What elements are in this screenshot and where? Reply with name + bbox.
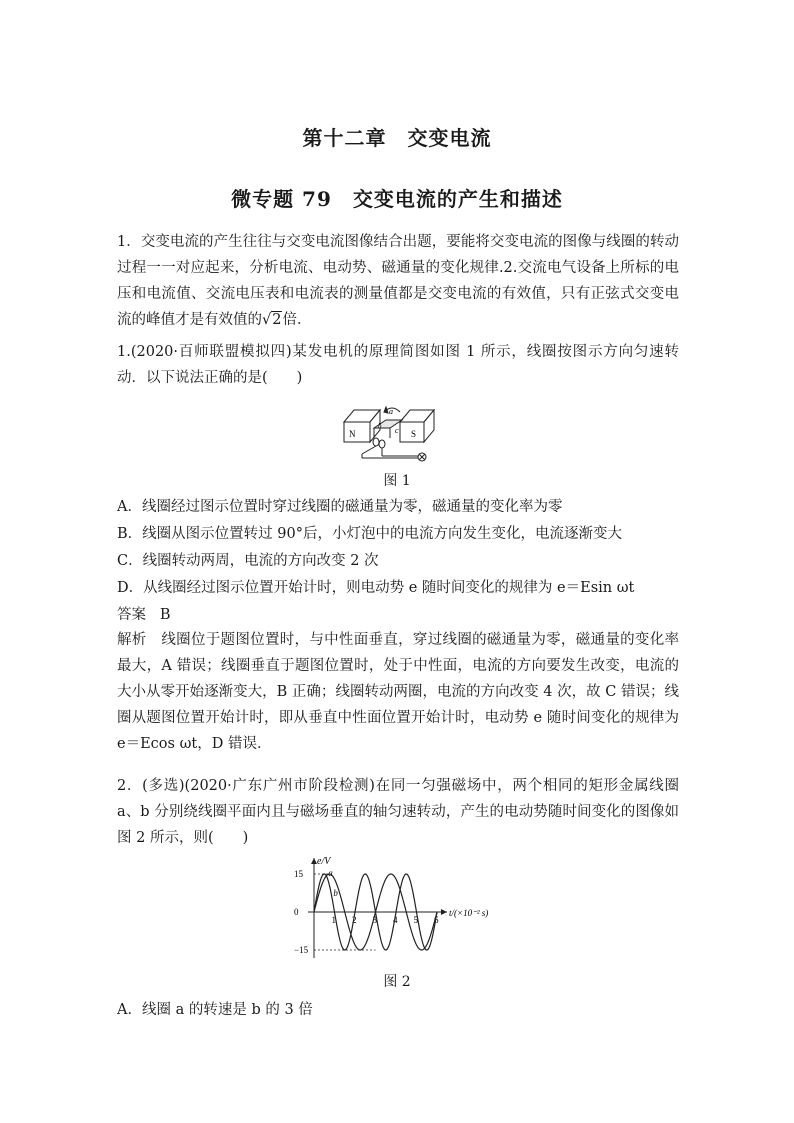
q1-answer [117, 604, 170, 626]
q1-option-d: D．从线圈经过图示位置开始计时，则电动势 e 随时间变化的规律为 e＝Esin ωt [117, 580, 635, 596]
chapter-title: 第十二章 交变电流 [302, 126, 492, 150]
generator-diagram [340, 398, 450, 464]
q1-analysis [117, 627, 679, 757]
series-b-label: b [333, 888, 338, 898]
coil-label-a: a [389, 407, 393, 416]
y-tick-label: −15 [294, 945, 309, 955]
sqrt-symbol: √ [262, 312, 272, 328]
x-tick-label: 1 [331, 915, 336, 925]
q1-option-c: C．线圈转动两周，电流的方向改变 2 次 [117, 553, 379, 569]
y-tick-label: 0 [294, 907, 299, 917]
y-axis-label: e/V [317, 856, 331, 867]
topic-title: 微专题 79 交变电流的产生和描述 [231, 187, 563, 211]
q1-option-b: B．线圈从图示位置转过 90°后，小灯泡中的电流方向发生变化，电流逐渐变大 [117, 526, 622, 542]
coil-label-c: c [395, 426, 399, 435]
magnet-s-label: S [411, 429, 417, 439]
series-a-label: a [328, 868, 333, 878]
analysis-text: 线圈位于题图位置时，与中性面垂直，穿过线圈的磁通量为零，磁通量的变化率最大，A 错误；线圈垂直于题图位置时，处于中性面，电流的方向要发生改变，电流的大小从零开始逐渐变大，B 正确；线圈转动两圈，电流的方向改变 4 次，故 C 错误；线圈从题图位置开始计时，即从垂直中性面位置开始计时，电动势 e 随时间变化的规律为 e＝Ecos ωt，D 错误． [117, 632, 680, 752]
x-axis-arrow [441, 909, 447, 915]
answer-value: B [159, 607, 171, 623]
intro-text: 1．交变电流的产生往往与交变电流图像结合出题，要能将交变电流的图像与线圈的转动过程一一对应起来，分析电流、电动势、磁通量的变化规律.2.交流电气设备上所标的电压和电流值、交流电压表和电流表的测量值都是交变电流的有效值，只有正弦式交变电流的峰值才是有效值的 [117, 234, 679, 328]
x-tick-label: 2 [352, 915, 357, 925]
sqrt-value: 2 [272, 312, 282, 328]
emf-time-chart [290, 852, 510, 964]
q2-option-a: A．线圈 a 的转速是 b 的 3 倍 [117, 1002, 313, 1018]
intro-text-end: 倍． [282, 312, 312, 328]
q2-stem: 2．(多选)(2020·广东广州市阶段检测)在同一匀强磁场中，两个相同的矩形金属线圈 a、b 分别绕线圈平面内且与磁场垂直的轴匀速转动，产生的电动势随时间变化的图像如图 2 所示，则( ) [117, 778, 679, 846]
answer-label: 答案 [117, 607, 146, 623]
x-tick-label: 6 [434, 915, 439, 925]
x-axis-label: t/(×10⁻² s) [449, 908, 489, 918]
analysis-label: 解析 [117, 632, 147, 648]
magnet-n-label: N [349, 429, 356, 439]
q1-option-a: A．线圈经过图示位置时穿过线圈的磁通量为零，磁通量的变化率为零 [117, 499, 563, 515]
x-tick-label: 3 [372, 915, 377, 925]
sqrt-expression [262, 307, 282, 333]
q1-stem: 1.(2020·百师联盟模拟四)某发电机的原理简图如图 1 所示，线圈按图示方向匀速转动．以下说法正确的是( ) [117, 344, 679, 386]
x-tick-label: 5 [413, 915, 418, 925]
intro-paragraph [117, 229, 679, 333]
coil-label-b: b [378, 422, 382, 430]
figure-2-caption: 图 2 [383, 974, 411, 990]
x-tick-label: 4 [393, 915, 398, 925]
figure-1-caption: 图 1 [383, 473, 411, 489]
y-tick-label: 15 [294, 869, 303, 879]
